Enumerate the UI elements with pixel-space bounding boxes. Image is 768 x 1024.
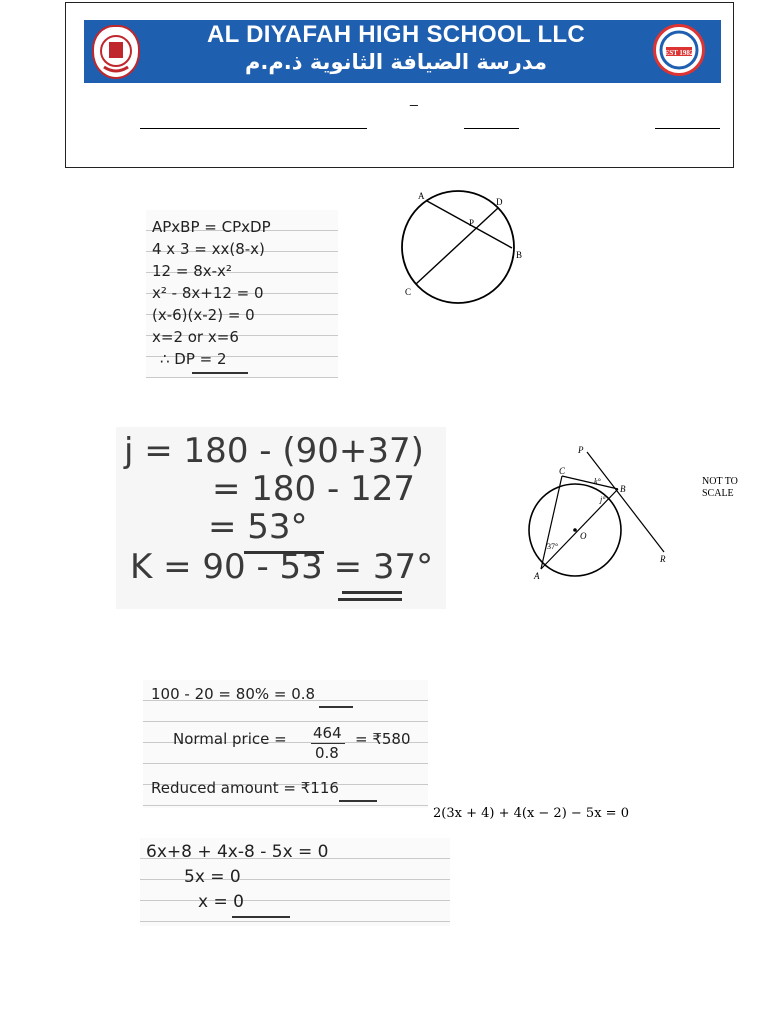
label-a: A	[418, 191, 425, 201]
label-j: j°	[600, 495, 606, 504]
q1-answer: ∴ DP = 2	[160, 350, 227, 368]
center-o	[573, 528, 577, 532]
label-c: C	[405, 287, 412, 297]
q1-answer-underline	[192, 372, 248, 374]
q1-line-2: 4 x 3 = xx(8-x)	[152, 240, 265, 258]
q3-fraction-den: 0.8	[315, 744, 339, 762]
class-blank-line[interactable]	[464, 128, 519, 129]
q1-line-4: x² - 8x+12 = 0	[152, 284, 264, 302]
name-blank-line[interactable]	[140, 128, 367, 129]
q4-equation: 2(3x + 4) + 4(x − 2) − 5x = 0	[433, 806, 629, 821]
q2-line-2: = 180 - 127	[212, 469, 415, 509]
q4-answer-underline	[232, 916, 290, 918]
q1-line-1: APxBP = CPxDP	[152, 218, 271, 236]
q4-handwritten-work	[140, 838, 450, 926]
note-line-2: SCALE	[702, 488, 734, 499]
q2-line-4: K = 90 - 53 = 37°	[130, 547, 434, 587]
diameter-ab	[541, 489, 618, 569]
tangent-line-pr	[587, 452, 664, 552]
q3-line-1: 100 - 20 = 80% = 0.8	[151, 685, 316, 703]
q2-line-3: = 53°	[208, 507, 308, 547]
q4-line-3: x = 0	[198, 892, 244, 912]
q4-line-2: 5x = 0	[184, 867, 241, 887]
label-o: O	[580, 531, 587, 541]
school-name-arabic: مدرسة الضيافة الثانوية ذ.م.م	[245, 50, 547, 74]
q3-normal-price-label: Normal price =	[173, 730, 287, 748]
intersecting-chords-diagram	[390, 185, 530, 305]
est-badge-logo	[653, 24, 705, 76]
q2-underline-2	[342, 591, 402, 594]
label-p: P	[469, 218, 475, 228]
q3-fraction-num: 464	[313, 724, 342, 742]
est-badge-text: EST 1982	[664, 49, 694, 57]
q2-line-1: j = 180 - (90+37)	[124, 431, 424, 471]
label-b: B	[620, 484, 626, 494]
q3-handwritten-work	[143, 680, 428, 808]
q1-line-6: x=2 or x=6	[152, 328, 239, 346]
q1-handwritten-work	[146, 210, 338, 378]
label-p: P	[578, 445, 584, 455]
tangent-circle-diagram	[520, 440, 680, 590]
school-crest-logo	[92, 25, 140, 79]
label-a: A	[534, 571, 540, 581]
label-angle: 37°	[547, 542, 559, 551]
header-dash: _	[410, 90, 418, 106]
date-blank-line[interactable]	[655, 128, 720, 129]
label-r: R	[660, 554, 666, 564]
q3-underline-2	[339, 800, 377, 802]
q3-underline-1	[319, 706, 353, 708]
label-k: k°	[594, 477, 601, 486]
q4-line-1: 6x+8 + 4x-8 - 5x = 0	[146, 842, 329, 862]
chord-cd	[416, 208, 498, 284]
label-d: D	[496, 197, 503, 207]
q2-underline-1	[244, 551, 324, 554]
q2-handwritten-work	[116, 427, 446, 609]
q3-line-3: Reduced amount = ₹116	[151, 779, 339, 797]
note-line-1: NOT TO	[702, 476, 738, 487]
label-b: B	[516, 250, 523, 260]
q1-line-5: (x-6)(x-2) = 0	[152, 306, 255, 324]
q2-underline-3	[338, 598, 402, 601]
not-to-scale-note	[702, 476, 738, 500]
q3-normal-price-result: = ₹580	[355, 730, 411, 748]
q1-line-3: 12 = 8x-x²	[152, 262, 232, 280]
school-name-english: AL DIYAFAH HIGH SCHOOL LLC	[206, 21, 586, 48]
label-c: C	[559, 466, 566, 476]
